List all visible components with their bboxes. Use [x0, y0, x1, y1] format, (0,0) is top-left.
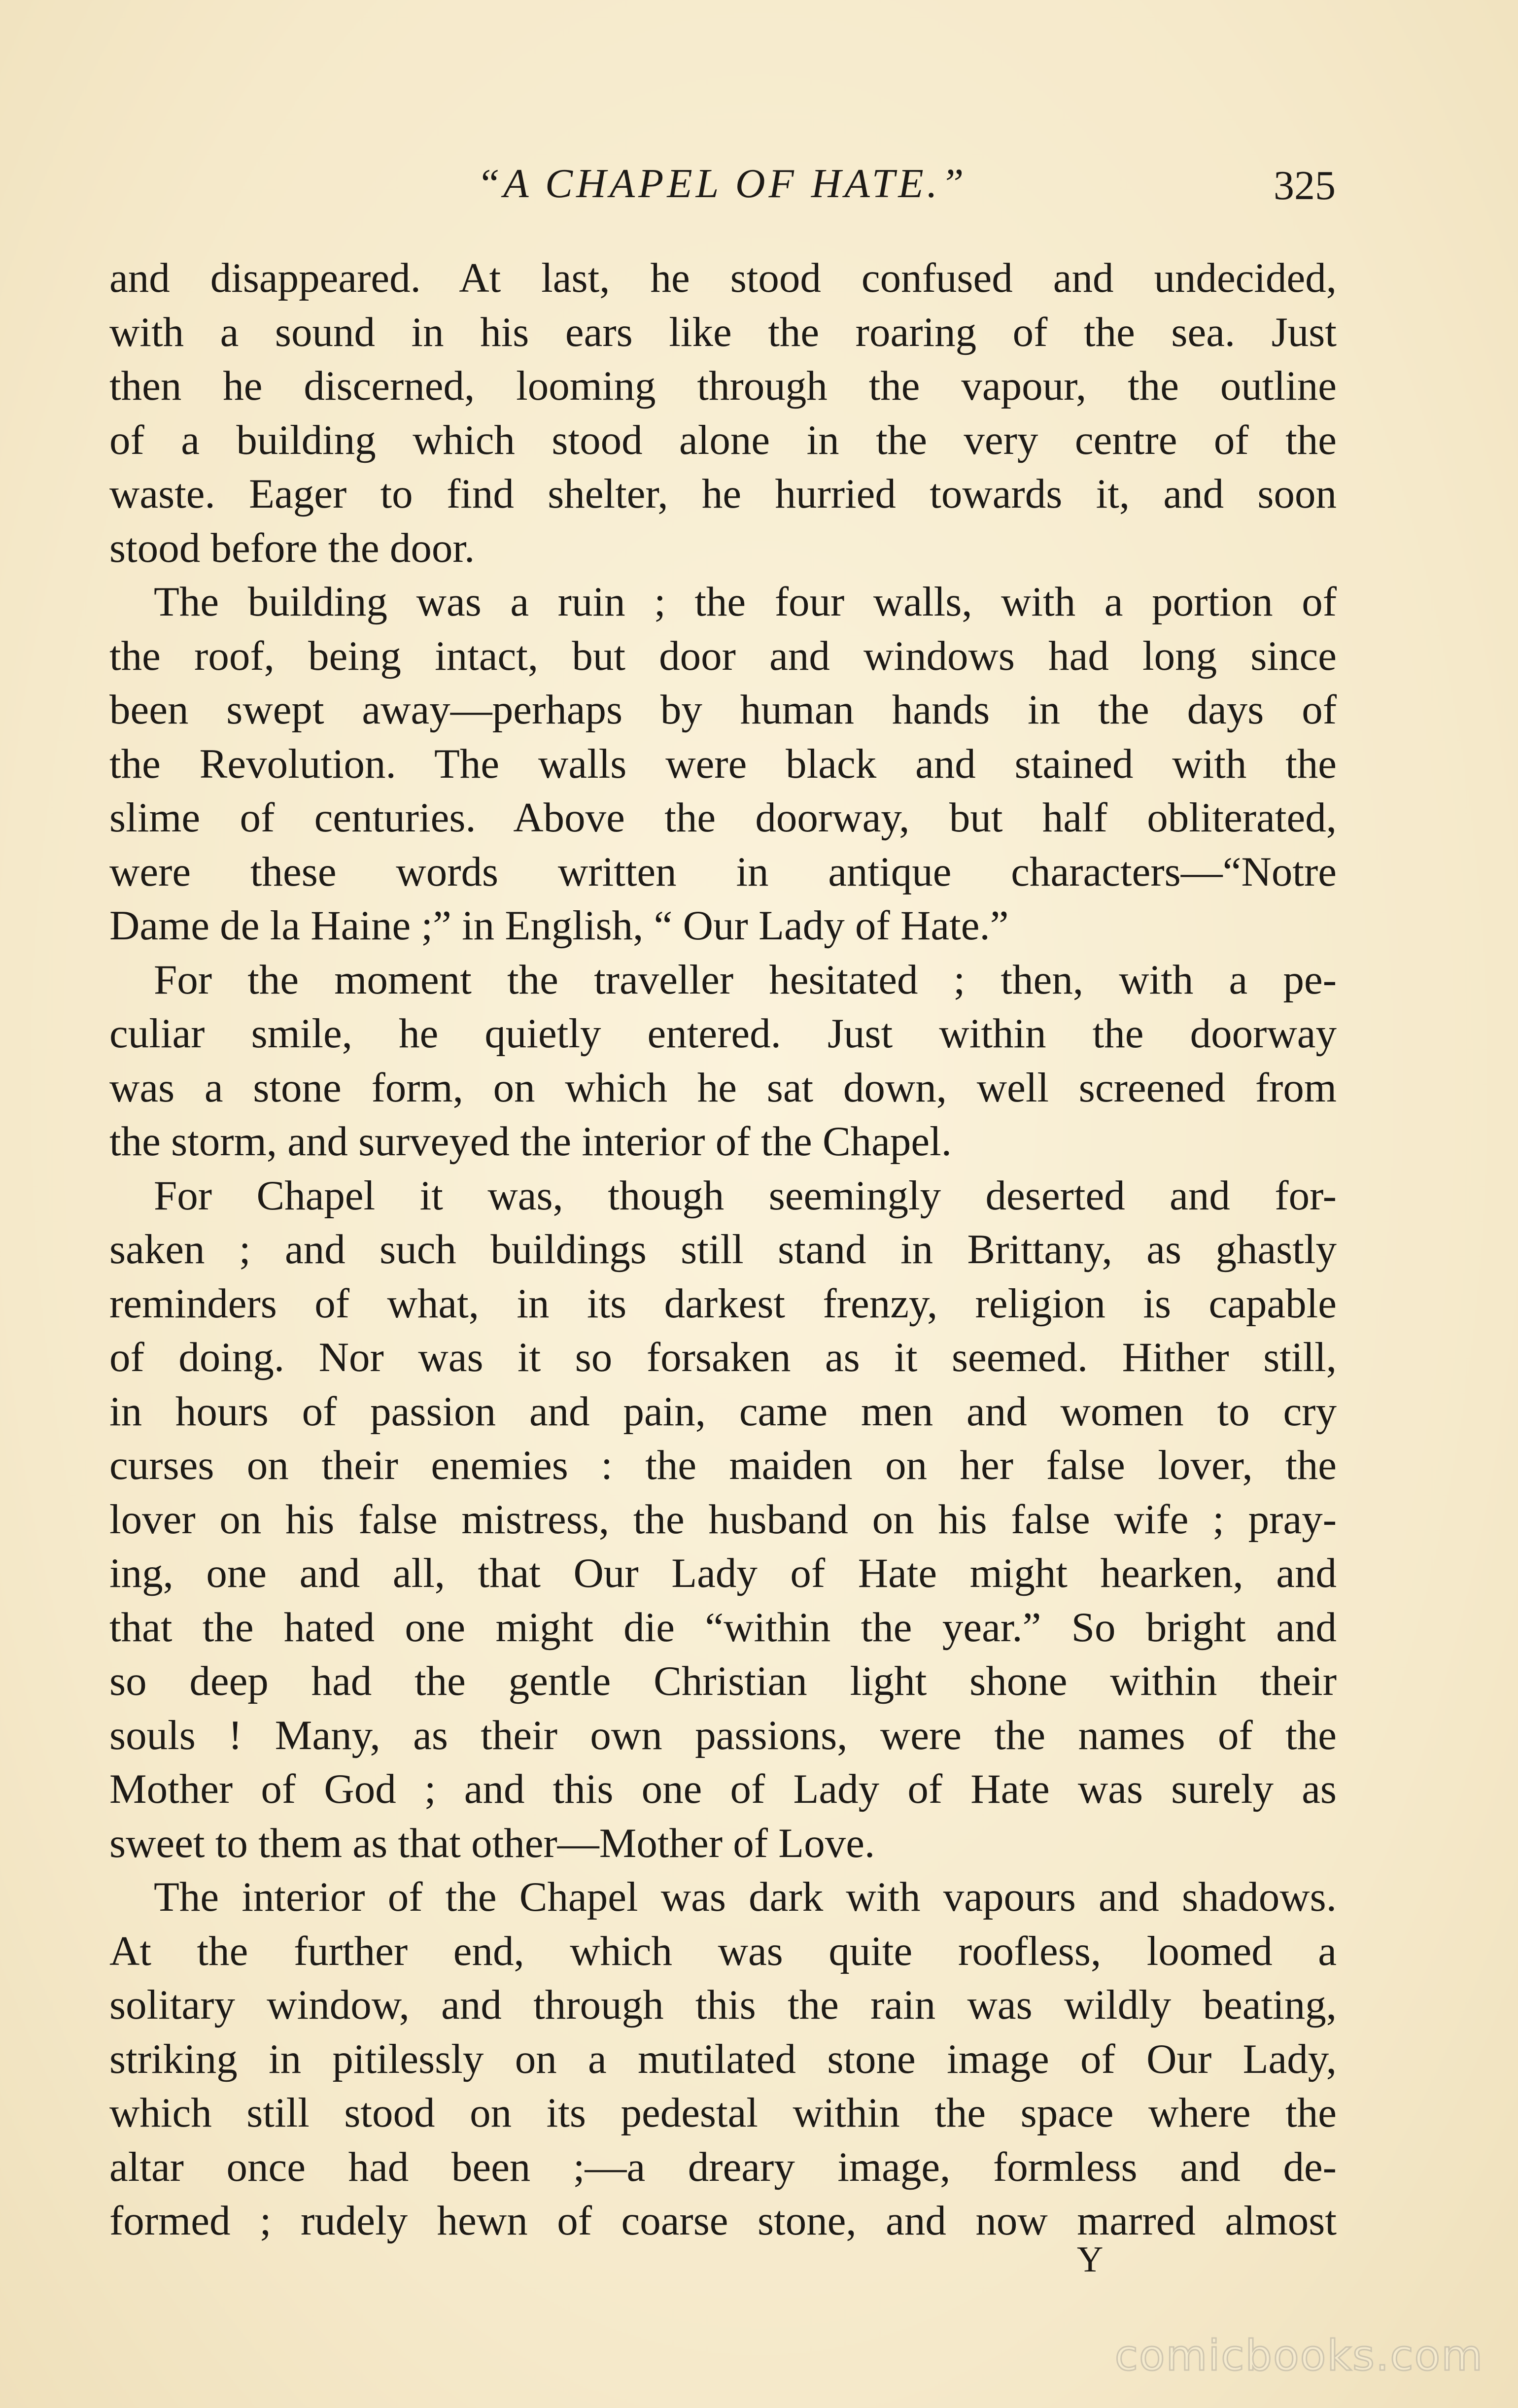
text-line: sweet to them as that other—Mother of Love. — [109, 1820, 875, 1866]
text-line: stood before the door. — [109, 524, 475, 571]
text-line: which still stood on its pedestal within the space where the — [109, 2090, 1337, 2136]
text-line: Dame de la Haine ;” in English, “ Our Lady of Hate.” — [109, 902, 1009, 949]
paragraph-3 — [109, 953, 1337, 1169]
page-number: 325 — [1274, 163, 1336, 208]
page-header — [108, 157, 1336, 211]
text-line: saken ; and such buildings still stand in Brittany, as ghastly — [109, 1226, 1337, 1273]
text-line: of a building which stood alone in the very centre of the — [109, 416, 1337, 463]
paragraph-2 — [109, 575, 1337, 953]
running-title: “A CHAPEL OF HATE.” — [477, 161, 967, 206]
body-text — [109, 251, 1337, 2248]
text-line: with a sound in his ears like the roaring of the sea. Just — [109, 309, 1337, 355]
text-line: the storm, and surveyed the interior of the Chapel. — [109, 1118, 952, 1165]
text-line: The interior of the Chapel was dark with vapours and shadows. — [154, 1874, 1337, 1920]
text-line: in hours of passion and pain, came men and women to cry — [109, 1388, 1337, 1435]
paragraph-5 — [109, 1870, 1337, 2248]
text-line: the Revolution. The walls were black and stained with the — [109, 740, 1337, 787]
text-line: solitary window, and through this the rain was wildly beating, — [109, 1982, 1337, 2028]
text-line: lover on his false mistress, the husband on his false wife ; pray- — [109, 1496, 1337, 1543]
paragraph-1 — [109, 251, 1337, 575]
text-line: slime of centuries. Above the doorway, but half obliterated, — [109, 794, 1337, 841]
text-line: For the moment the traveller hesitated ; then, with a pe- — [154, 956, 1337, 1003]
text-line: The building was a ruin ; the four walls, with a portion of — [154, 579, 1337, 625]
text-line: altar once had been ;—a dreary image, formless and de- — [109, 2143, 1337, 2190]
text-line: For Chapel it was, though seemingly deserted and for- — [154, 1172, 1337, 1219]
paragraph-4 — [109, 1169, 1337, 1871]
watermark: comicbooks.com — [1114, 2331, 1484, 2380]
signature-mark: Y — [1077, 2239, 1104, 2280]
text-line: souls ! Many, as their own passions, were the names of the — [109, 1712, 1337, 1758]
text-line: curses on their enemies : the maiden on her false lover, the — [109, 1442, 1337, 1488]
text-line: were these words written in antique characters—“Notre — [109, 848, 1337, 895]
text-line: Mother of God ; and this one of Lady of Hate was surely as — [109, 1766, 1337, 1812]
text-line: that the hated one might die “within the year.” So bright and — [109, 1604, 1337, 1651]
text-line: and disappeared. At last, he stood confused and undecided, — [109, 255, 1337, 301]
text-line: At the further end, which was quite roofless, loomed a — [109, 1927, 1337, 1974]
text-line: then he discerned, looming through the vapour, the outline — [109, 363, 1337, 409]
text-line: so deep had the gentle Christian light shone within their — [109, 1658, 1337, 1704]
text-line: ing, one and all, that Our Lady of Hate might hearken, and — [109, 1550, 1337, 1596]
text-line: was a stone form, on which he sat down, well screened from — [109, 1064, 1337, 1111]
text-line: the roof, being intact, but door and windows had long since — [109, 632, 1337, 679]
text-line: culiar smile, he quietly entered. Just within the doorway — [109, 1010, 1337, 1057]
text-line: waste. Eager to find shelter, he hurried towards it, and soon — [109, 471, 1337, 517]
text-line: been swept away—perhaps by human hands in the days of — [109, 687, 1337, 733]
text-line: formed ; rudely hewn of coarse stone, and now marred almost — [109, 2198, 1337, 2244]
text-line: of doing. Nor was it so forsaken as it seemed. Hither still, — [109, 1334, 1337, 1380]
text-line: striking in pitilessly on a mutilated stone image of Our Lady, — [109, 2035, 1337, 2082]
text-line: reminders of what, in its darkest frenzy, religion is capable — [109, 1280, 1337, 1327]
